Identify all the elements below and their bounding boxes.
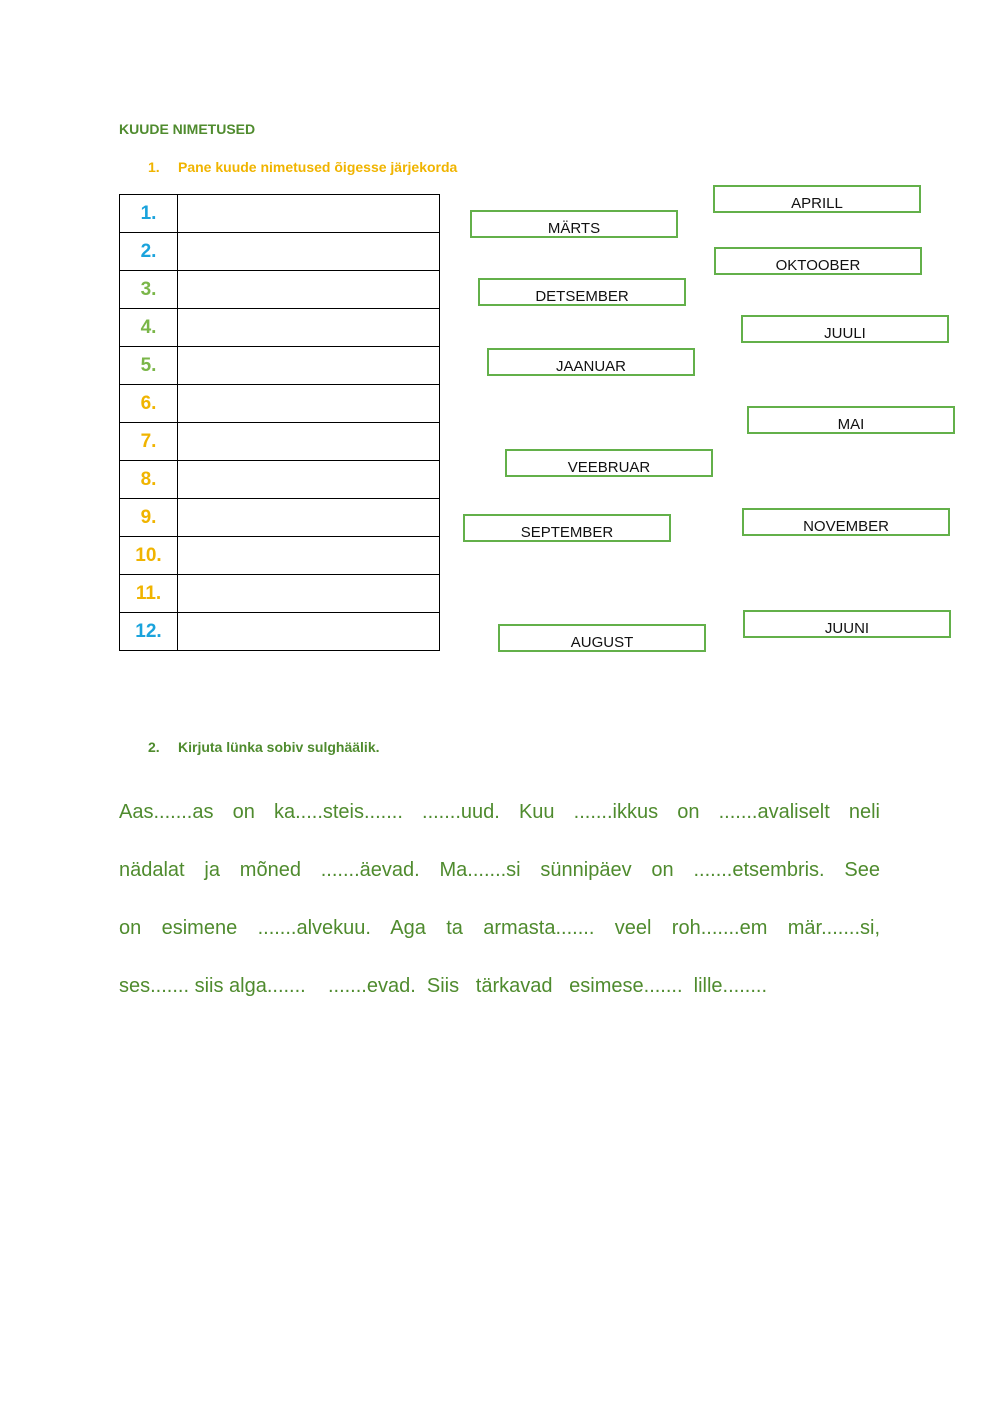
task1-instruction: [148, 159, 457, 175]
task2-number: 2.: [148, 739, 160, 755]
month-box-veebruar[interactable]: VEEBRUAR: [505, 449, 713, 477]
answer-cell[interactable]: [178, 461, 440, 499]
table-row: [120, 233, 440, 271]
month-box-aprill[interactable]: APRILL: [713, 185, 921, 213]
answer-cell[interactable]: [178, 499, 440, 537]
table-row: [120, 499, 440, 537]
row-number: 11.: [120, 575, 178, 613]
answer-cell[interactable]: [178, 613, 440, 651]
table-row: [120, 575, 440, 613]
fill-text-line-3: on esimene .......alvekuu. Aga ta armasta....... veel roh.......em mär.......si,: [119, 917, 880, 939]
task2-instruction: [148, 739, 380, 755]
row-number: 4.: [120, 309, 178, 347]
month-box-detsember[interactable]: DETSEMBER: [478, 278, 686, 306]
month-box-oktoober[interactable]: OKTOOBER: [714, 247, 922, 275]
row-number: 3.: [120, 271, 178, 309]
answer-cell[interactable]: [178, 575, 440, 613]
fill-text-line-2: nädalat ja mõned .......äevad. Ma.......si sünnipäev on .......etsembris. See: [119, 859, 880, 881]
page-title: KUUDE NIMETUSED: [119, 121, 256, 137]
answer-cell[interactable]: [178, 423, 440, 461]
row-number: 7.: [120, 423, 178, 461]
month-box-juuni[interactable]: JUUNI: [743, 610, 951, 638]
table-row: [120, 537, 440, 575]
fill-text-line-1: Aas.......as on ka.....steis....... .......uud. Kuu .......ikkus on .......avaliselt neli: [119, 801, 880, 823]
month-box-jaanuar[interactable]: JAANUAR: [487, 348, 695, 376]
answer-cell[interactable]: [178, 195, 440, 233]
row-number: 5.: [120, 347, 178, 385]
table-row: [120, 195, 440, 233]
row-number: 12.: [120, 613, 178, 651]
answer-cell[interactable]: [178, 309, 440, 347]
month-box-mai[interactable]: MAI: [747, 406, 955, 434]
row-number: 2.: [120, 233, 178, 271]
answer-cell[interactable]: [178, 347, 440, 385]
table-row: [120, 423, 440, 461]
row-number: 6.: [120, 385, 178, 423]
table-row: [120, 613, 440, 651]
answer-cell[interactable]: [178, 271, 440, 309]
answer-cell[interactable]: [178, 385, 440, 423]
row-number: 9.: [120, 499, 178, 537]
table-row: [120, 461, 440, 499]
table-row: [120, 271, 440, 309]
month-box-juuli[interactable]: JUULI: [741, 315, 949, 343]
task1-number: 1.: [148, 159, 160, 175]
row-number: 8.: [120, 461, 178, 499]
month-box-august[interactable]: AUGUST: [498, 624, 706, 652]
row-number: 1.: [120, 195, 178, 233]
month-box-september[interactable]: SEPTEMBER: [463, 514, 671, 542]
table-row: [120, 385, 440, 423]
table-row: [120, 309, 440, 347]
task2-text: Kirjuta lünka sobiv sulghäälik.: [178, 739, 380, 755]
answer-cell[interactable]: [178, 233, 440, 271]
fill-text-line-4: ses....... siis alga....... .......evad. Siis tärkavad esimese....... lille........: [119, 975, 767, 997]
order-table: [119, 194, 440, 651]
row-number: 10.: [120, 537, 178, 575]
month-box-november[interactable]: NOVEMBER: [742, 508, 950, 536]
table-row: [120, 347, 440, 385]
answer-cell[interactable]: [178, 537, 440, 575]
month-box-marts[interactable]: MÄRTS: [470, 210, 678, 238]
task1-text: Pane kuude nimetused õigesse järjekorda: [178, 159, 458, 175]
